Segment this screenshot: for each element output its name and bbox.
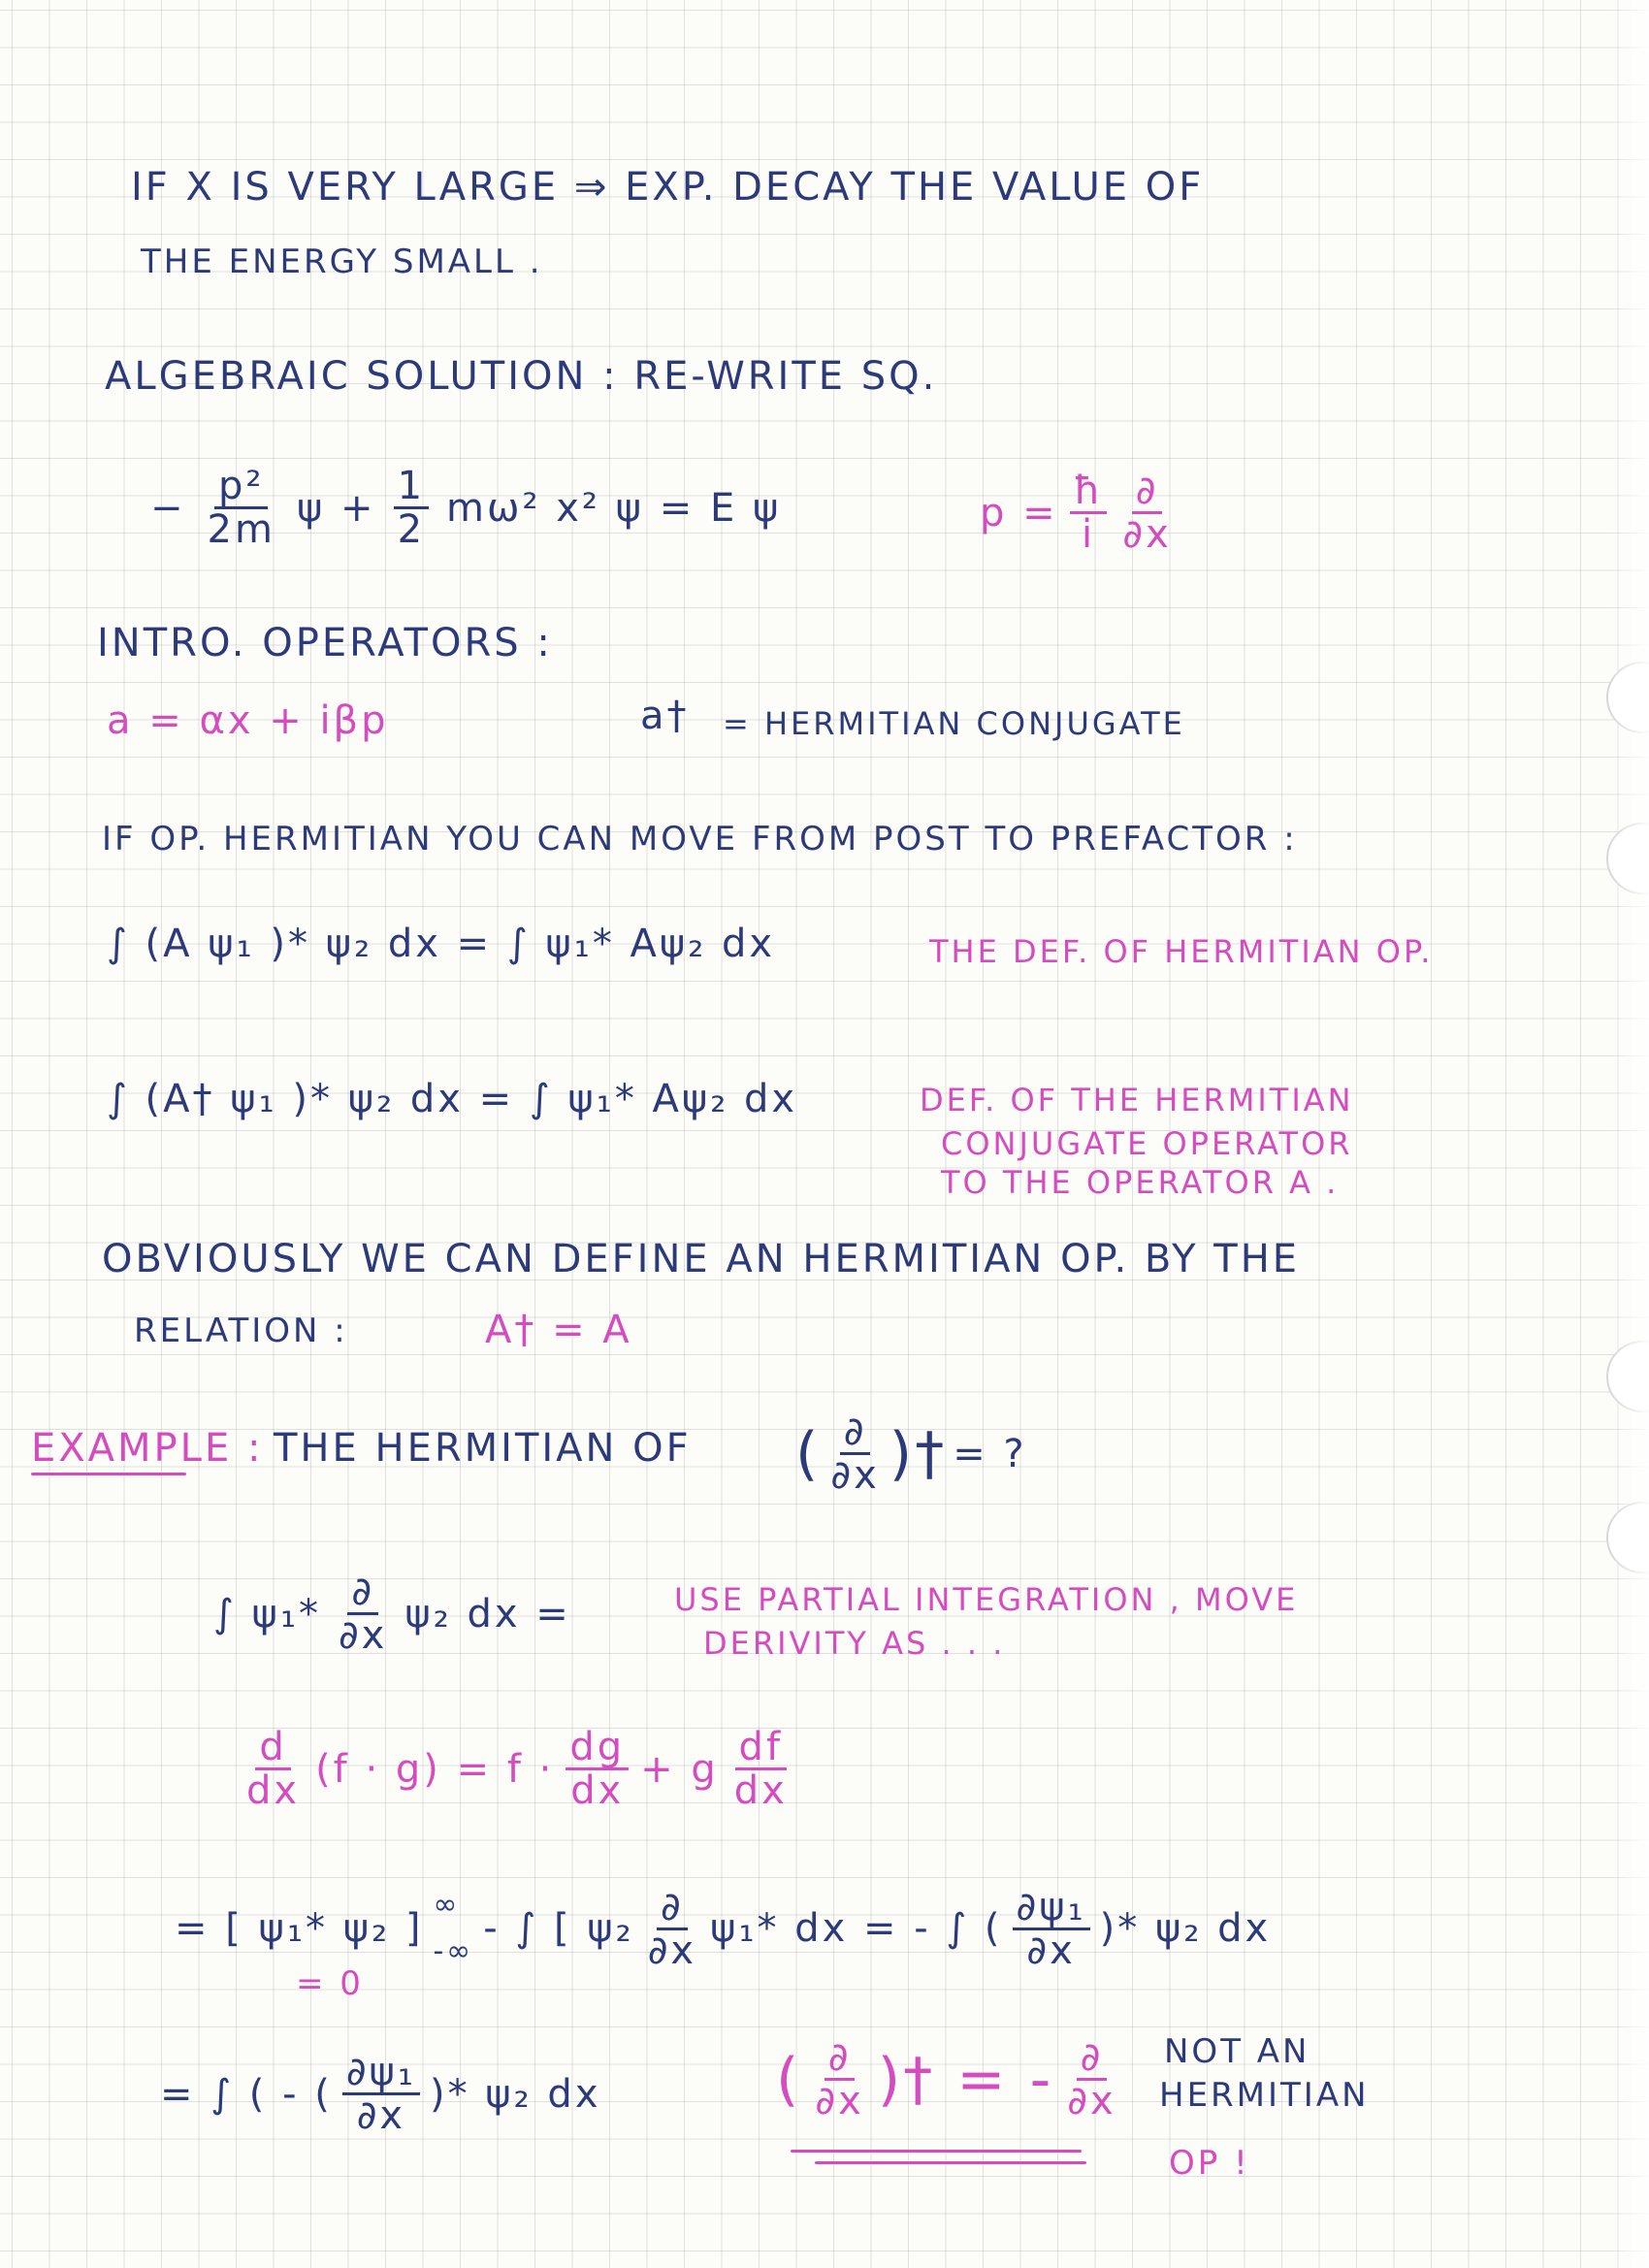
hermitian-conjugate-label: = HERMITIAN CONJUGATE bbox=[723, 705, 1185, 742]
text-line-large-x: IF X IS VERY LARGE ⇒ EXP. DECAY THE VALUE OF bbox=[131, 165, 1205, 210]
example-text: THE HERMITIAN OF bbox=[274, 1426, 692, 1471]
partial-integration-note-1: USE PARTIAL INTEGRATION , MOVE bbox=[674, 1581, 1299, 1618]
not-hermitian-note-1: NOT AN bbox=[1164, 2032, 1310, 2071]
def-conjugate-note-1: DEF. OF THE HERMITIAN bbox=[920, 1082, 1354, 1118]
def-conjugate-note-3: TO THE OPERATOR A . bbox=[941, 1164, 1340, 1201]
a-operator-definition: a = αx + iβp bbox=[107, 698, 389, 743]
momentum-operator: p = $\frac{ħ}{i}$ $\frac{\partial}{\partial x}$ bbox=[980, 469, 1172, 557]
text-line-if-op-hermitian: IF OP. HERMITIAN YOU CAN MOVE FROM POST TO PREFACTOR : bbox=[102, 820, 1298, 859]
example-derivative-dagger: ( $\frac{\partial}{\partial x}$ )† = ? bbox=[795, 1409, 1027, 1498]
example-underline bbox=[31, 1473, 186, 1475]
text-line-obviously: OBVIOUSLY WE CAN DEFINE AN HERMITIAN OP. BY THE bbox=[102, 1237, 1301, 1281]
schrodinger-equation: − $\frac{\text{p²}}{2m}$ ψ + $\frac{1}{2}$ mω² x² ψ = E ψ bbox=[150, 464, 782, 552]
a-dagger-symbol: a† bbox=[640, 694, 690, 738]
text-line-energy: THE ENERGY SMALL . bbox=[141, 243, 543, 281]
text-line-intro-operators: INTRO. OPERATORS : bbox=[97, 621, 553, 665]
p-squared-over-2m: $\frac{\text{p²}}{2m}$ bbox=[207, 464, 275, 552]
boundary-term-line: = [ ψ₁* ψ₂ ] ∞ -∞ - ∫ [ ψ₂ $\frac{\partial}{\partial x}$ ψ₁* dx = - ∫ ( $\frac{\text{∂ψ₁}}{\partial x}$ )* ψ₂ dx bbox=[175, 1884, 1272, 1973]
def-hermitian-op-note: THE DEF. OF HERMITIAN OP. bbox=[929, 933, 1434, 970]
result-expression: ( $\frac{\partial}{\partial x}$ )† = - $\frac{\partial}{\partial x}$ bbox=[776, 2035, 1116, 2123]
final-integral: = ∫ ( - ( $\frac{\text{∂ψ₁}}{\partial x}$ )* ψ₂ dx bbox=[160, 2050, 601, 2138]
result-underline-1 bbox=[791, 2150, 1082, 2153]
page-edge bbox=[1610, 0, 1649, 2268]
boundary-zero: = 0 bbox=[296, 1964, 364, 2003]
partial-integration-note-2: DERIVITY AS . . . bbox=[703, 1625, 1006, 1662]
text-line-relation: RELATION : bbox=[134, 1312, 348, 1350]
not-hermitian-note-3: OP ! bbox=[1169, 2144, 1250, 2183]
one-half: $\frac{1}{2}$ bbox=[394, 466, 429, 550]
example-label: EXAMPLE : bbox=[31, 1426, 264, 1471]
text-line-algebraic: ALGEBRAIC SOLUTION : RE-WRITE SQ. bbox=[105, 354, 938, 399]
hermitian-relation: A† = A bbox=[485, 1308, 632, 1352]
partial-integration-start: ∫ ψ₁* $\frac{\partial}{\partial x}$ ψ₂ dx = bbox=[213, 1570, 571, 1658]
result-underline-2 bbox=[815, 2161, 1086, 2164]
hermitian-integral-definition: ∫ (A ψ₁ )* ψ₂ dx = ∫ ψ₁* Aψ₂ dx bbox=[107, 922, 776, 966]
hermitian-conjugate-integral: ∫ (A† ψ₁ )* ψ₂ dx = ∫ ψ₁* Aψ₂ dx bbox=[107, 1077, 798, 1121]
not-hermitian-note-2: HERMITIAN bbox=[1159, 2076, 1370, 2115]
product-rule: $\frac{d}{dx}$ (f · g) = f · $\frac{dg}{dx}$ + g $\frac{df}{dx}$ bbox=[246, 1725, 788, 1813]
def-conjugate-note-2: CONJUGATE OPERATOR bbox=[941, 1125, 1353, 1162]
